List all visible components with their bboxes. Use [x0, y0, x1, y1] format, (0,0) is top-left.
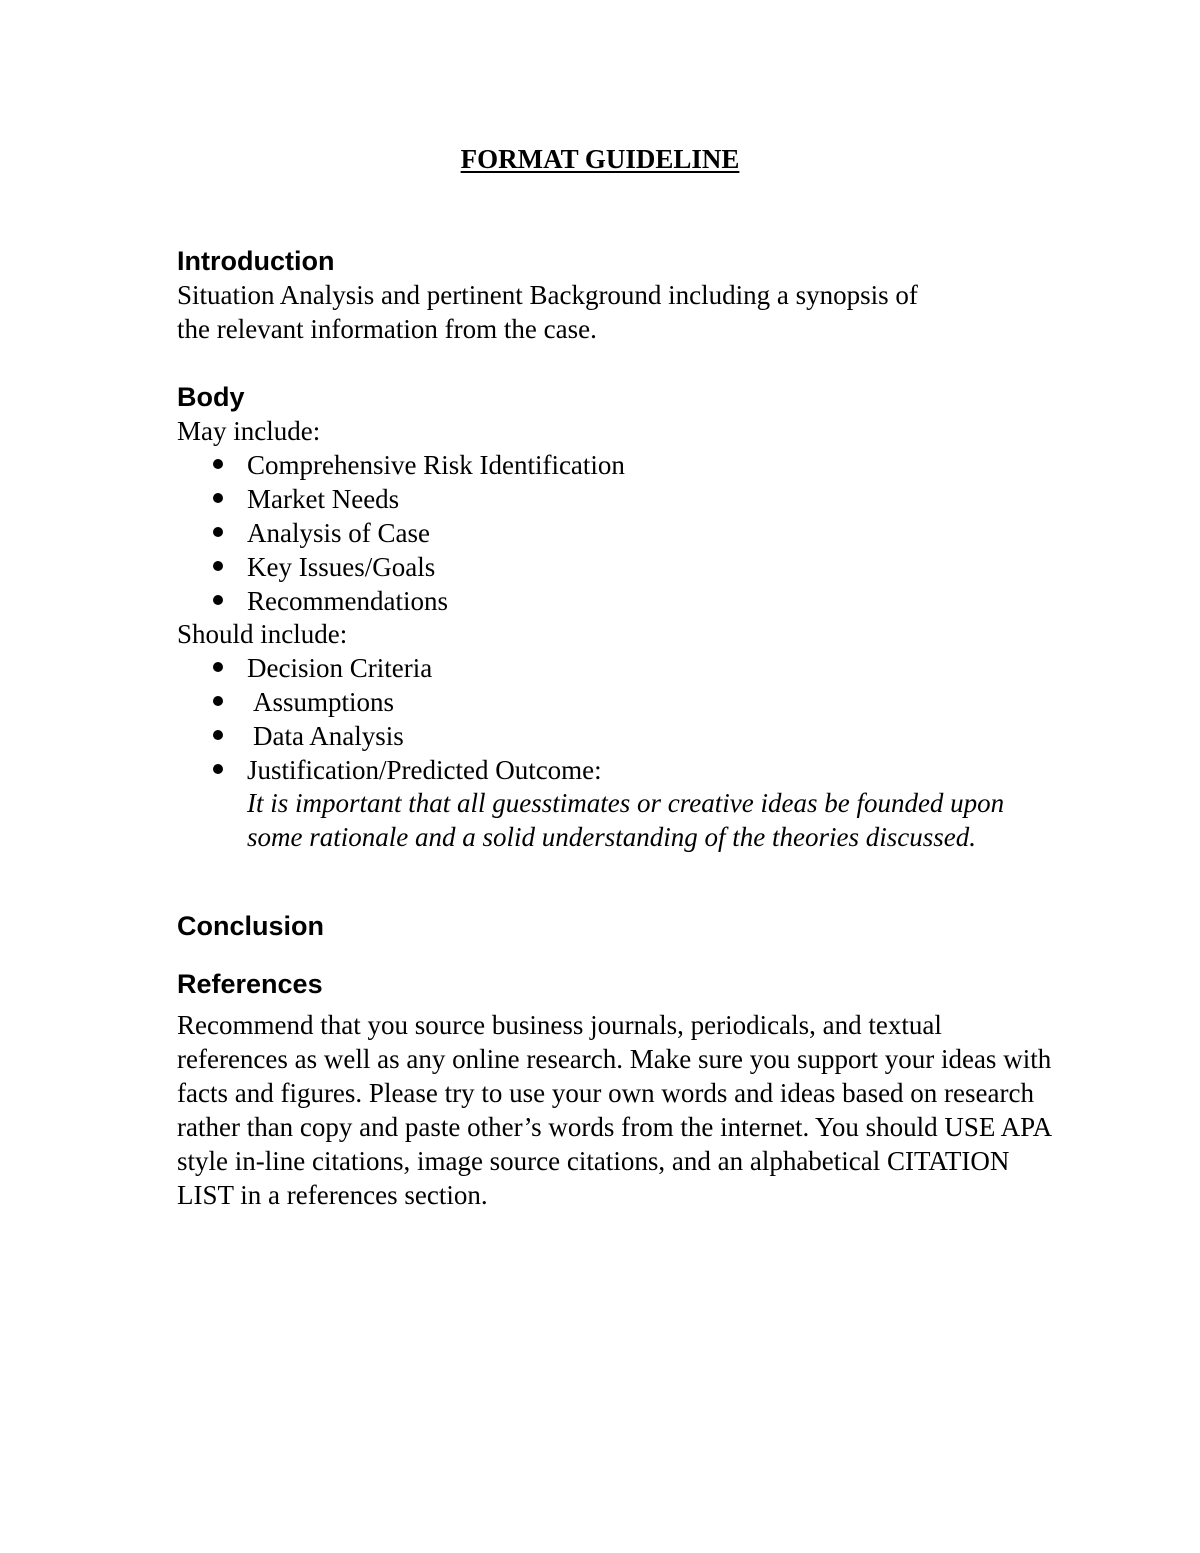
bullet-icon [213, 595, 223, 605]
document-title: FORMAT GUIDELINE [460, 144, 740, 174]
list-item: Analysis of Case [247, 518, 430, 548]
bullet-icon [213, 696, 223, 706]
list-item: Decision Criteria [247, 653, 433, 683]
references-paragraph: Recommend that you source business journals, periodicals, and textual references as well as any online research. Make sure you support your ideas with facts and figures. Please try to use your own words and ideas based on research rather than copy and paste other’s words from the internet. You should USE APA style in-line citations, image source citations, and an alphabetical CITATION LIST in a references section. [177, 1010, 1052, 1210]
bullet-icon [213, 527, 223, 537]
may-include-label: May include: [177, 416, 321, 446]
bullet-icon [213, 662, 223, 672]
list-item: Recommendations [247, 586, 448, 616]
list-item: Key Issues/Goals [247, 552, 436, 582]
italic-note: It is important that all guesstimates or creative ideas be founded upon some rationale and a solid understanding of the theories discussed. [247, 788, 1005, 852]
conclusion-heading: Conclusion [177, 911, 324, 941]
list-item: Market Needs [247, 484, 400, 514]
bullet-icon [213, 561, 223, 571]
body-heading: Body [177, 382, 245, 412]
bullet-icon [213, 764, 223, 774]
list-item: Comprehensive Risk Identification [247, 450, 625, 480]
bullet-icon [213, 493, 223, 503]
should-include-label: Should include: [177, 619, 348, 649]
introduction-line-2: the relevant information from the case. [177, 314, 597, 344]
references-heading: References [177, 969, 323, 999]
introduction-heading: Introduction [177, 246, 335, 276]
introduction-line-1: Situation Analysis and pertinent Background including a synopsis of [177, 280, 918, 310]
bullet-icon [213, 730, 223, 740]
list-item: Data Analysis [253, 721, 404, 751]
list-item: Assumptions [253, 687, 395, 717]
bullet-icon [213, 459, 223, 469]
list-item: Justification/Predicted Outcome: [247, 755, 602, 785]
